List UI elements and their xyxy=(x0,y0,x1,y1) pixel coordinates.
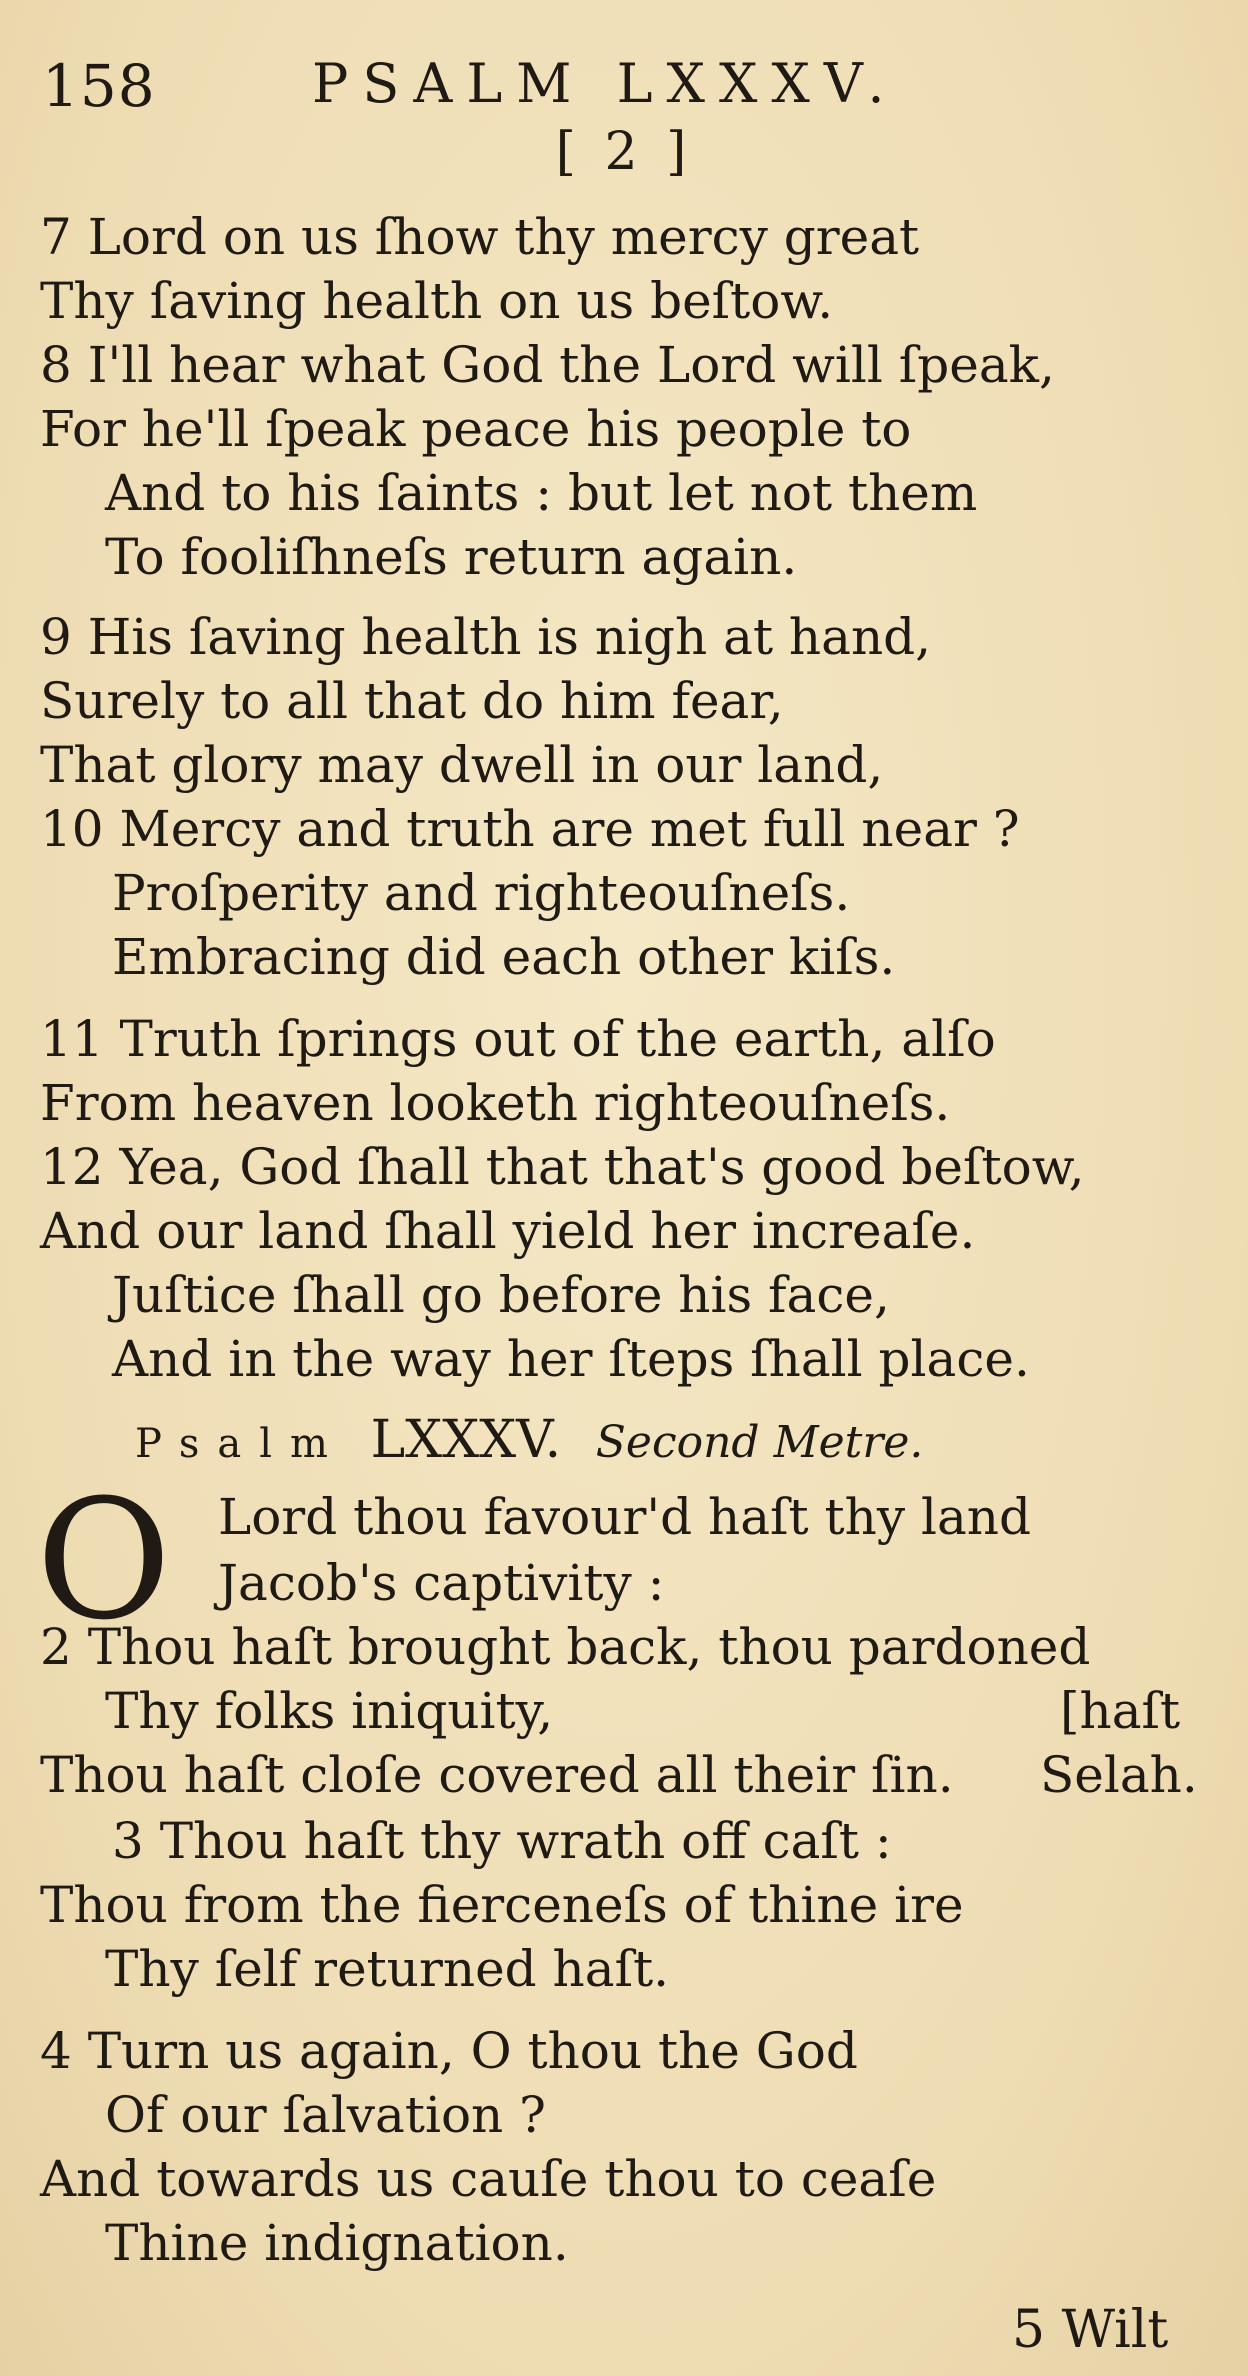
heading-word: Psalm xyxy=(135,1421,346,1467)
verse-line: 8 I'll hear what God the Lord will ſpeak, xyxy=(40,336,1055,394)
verse-line: Embracing did each other kiſs. xyxy=(112,928,896,986)
verse-line: Lord thou favour'd haſt thy land xyxy=(218,1488,1031,1546)
verse-line: Juſtice ſhall go before his face, xyxy=(112,1266,890,1324)
verse-line: Thou from the fierceneſs of thine ire xyxy=(40,1876,964,1934)
verse-line: Thy ſaving health on us beſtow. xyxy=(40,272,834,330)
running-head: PSALM LXXXV. xyxy=(312,52,899,115)
page-header xyxy=(42,52,1222,132)
verse-line: That glory may dwell in our land, xyxy=(40,736,884,794)
verse-line: From heaven looketh righteouſneſs. xyxy=(40,1074,951,1132)
verse-line: 12 Yea, God ſhall that that's good beſtow, xyxy=(40,1138,1085,1196)
verse-line: And in the way her ſteps ſhall place. xyxy=(112,1330,1030,1388)
verse-line: 11 Truth ſprings out of the earth, alſo xyxy=(40,1010,996,1068)
verse-line: 10 Mercy and truth are met full near ? xyxy=(40,800,1020,858)
heading-metre: Second Metre. xyxy=(595,1417,924,1468)
verse-line: To fooliſhneſs return again. xyxy=(105,528,798,586)
catchword: 5 Wilt xyxy=(1012,2300,1169,2360)
verse-line: Thy folks iniquity, xyxy=(105,1682,554,1740)
verse-line: Thou haſt cloſe covered all their ſin. xyxy=(40,1746,954,1804)
verse-line: 9 His ſaving health is nigh at hand, xyxy=(40,608,932,666)
verse-line: 3 Thou haſt thy wrath off caſt : xyxy=(112,1812,892,1870)
selah-mark: Selah. xyxy=(1040,1746,1198,1804)
verse-line: 2 Thou haſt brought back, thou pardoned xyxy=(40,1618,1091,1676)
verse-line: 4 Turn us again, O thou the God xyxy=(40,2022,858,2080)
verse-line: For he'll ſpeak peace his people to xyxy=(40,400,912,458)
verse-line: Thine indignation. xyxy=(105,2214,569,2272)
verse-line: And to his ſaints : but let not them xyxy=(105,464,978,522)
verse-line: And towards us cauſe thou to ceaſe xyxy=(40,2150,937,2208)
part-marker: [ 2 ] xyxy=(555,122,693,182)
verse-line: Proſperity and righteouſneſs. xyxy=(112,864,851,922)
turnover-word: [haſt xyxy=(1060,1682,1181,1740)
verse-line: Jacob's captivity : xyxy=(218,1554,665,1612)
verse-line: Surely to all that do him fear, xyxy=(40,672,784,730)
drop-cap: O xyxy=(36,1464,172,1656)
verse-line: 7 Lord on us ſhow thy mercy great xyxy=(40,208,920,266)
section-heading xyxy=(135,1410,923,1470)
verse-line: Thy ſelf returned haſt. xyxy=(105,1940,670,1998)
verse-line: And our land ſhall yield her increaſe. xyxy=(40,1202,976,1260)
page-number: 158 xyxy=(42,52,156,120)
verse-line: Of our ſalvation ? xyxy=(105,2086,546,2144)
heading-number: LXXXV. xyxy=(370,1410,562,1470)
